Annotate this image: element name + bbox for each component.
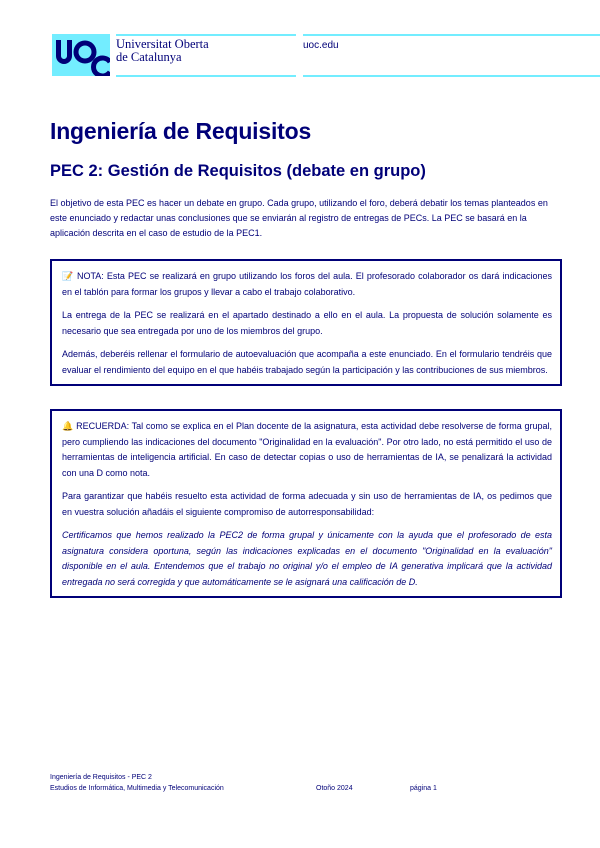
reminder-box — [50, 409, 562, 598]
note-paragraph-2: La entrega de la PEC se realizará en el apartado destinado a ello en el aula. La propuesta de solución solamente es necesario que sea entregada por uno de los miembros del grupo. — [62, 310, 552, 336]
document-subtitle: PEC 2: Gestión de Requisitos (debate en grupo) — [50, 162, 426, 180]
url-rule-bottom — [303, 75, 600, 77]
reminder-paragraph-2: Para garantizar que habéis resuelto esta actividad de forma adecuada y sin uso de herramientas de IA, os pedimos que en vuestra solución añadáis el siguiente compromiso de autorresponsabilidad: — [62, 491, 552, 517]
note-paragraph-3: Además, deberéis rellenar el formulario de autoevaluación que acompaña a este enunciado. En el formulario tendréis que evaluar el rendimiento del equipo en el que habéis trabajado según la participación y las contribuciones de sus miembros. — [62, 349, 552, 375]
page-header — [52, 34, 562, 80]
uoc-logo — [52, 34, 110, 76]
note-paragraph-1: 📝 NOTA: Esta PEC se realizará en grupo utilizando los foros del aula. El profesorado colaborador os dará indicaciones en el tablón para formar los grupos y llevar a cabo el trabajo colaborativo. — [62, 271, 552, 297]
footer-semester: Otoño 2024 — [316, 785, 353, 792]
reminder-paragraph-1: 🔔 RECUERDA: Tal como se explica en el Plan docente de la asignatura, esta actividad debe resolverse de forma grupal, pero cumpliendo las indicaciones del documento "Originalidad en la evaluación". Por otro lado, no está permitido el uso de herramientas de inteligencia artificial. En caso de detectar copias o uso de herramientas de IA, se penalizará la actividad con una D como nota. — [62, 421, 552, 478]
university-url[interactable]: uoc.edu — [303, 40, 339, 51]
header-rule-top — [116, 34, 296, 36]
note-box — [50, 259, 562, 386]
footer-studies: Estudios de Informática, Multimedia y Telecomunicación — [50, 785, 224, 792]
url-rule-top — [303, 34, 600, 36]
footer-page-number: página 1 — [410, 785, 437, 792]
university-name: Universitat Oberta de Catalunya — [116, 37, 209, 64]
footer-course: Ingeniería de Requisitos - PEC 2 — [50, 774, 152, 781]
header-rule-bottom — [116, 75, 296, 77]
commitment-statement: Certificamos que hemos realizado la PEC2 de forma grupal y únicamente con la ayuda que el profesorado de esta asignatura considera oportuna, según las indicaciones explicadas en el documento "Originalidad en la evaluación" disponible en el aula. Entendemos que el trabajo no original y/o el empleo de IA generativa implicará que la actividad entregada no será corregida y que automáticamente se le asignará una calificación de D. — [62, 530, 552, 587]
document-title: Ingeniería de Requisitos — [50, 118, 312, 144]
page-footer — [50, 772, 550, 794]
intro-paragraph: El objetivo de esta PEC es hacer un debate en grupo. Cada grupo, utilizando el foro, deberá debatir los temas planteados en este enunciado y redactar unas conclusiones que se enviarán al registro de entregas de PECs. La PEC se basará en la aplicación descrita en el caso de estudio de la PEC1. — [50, 198, 548, 238]
